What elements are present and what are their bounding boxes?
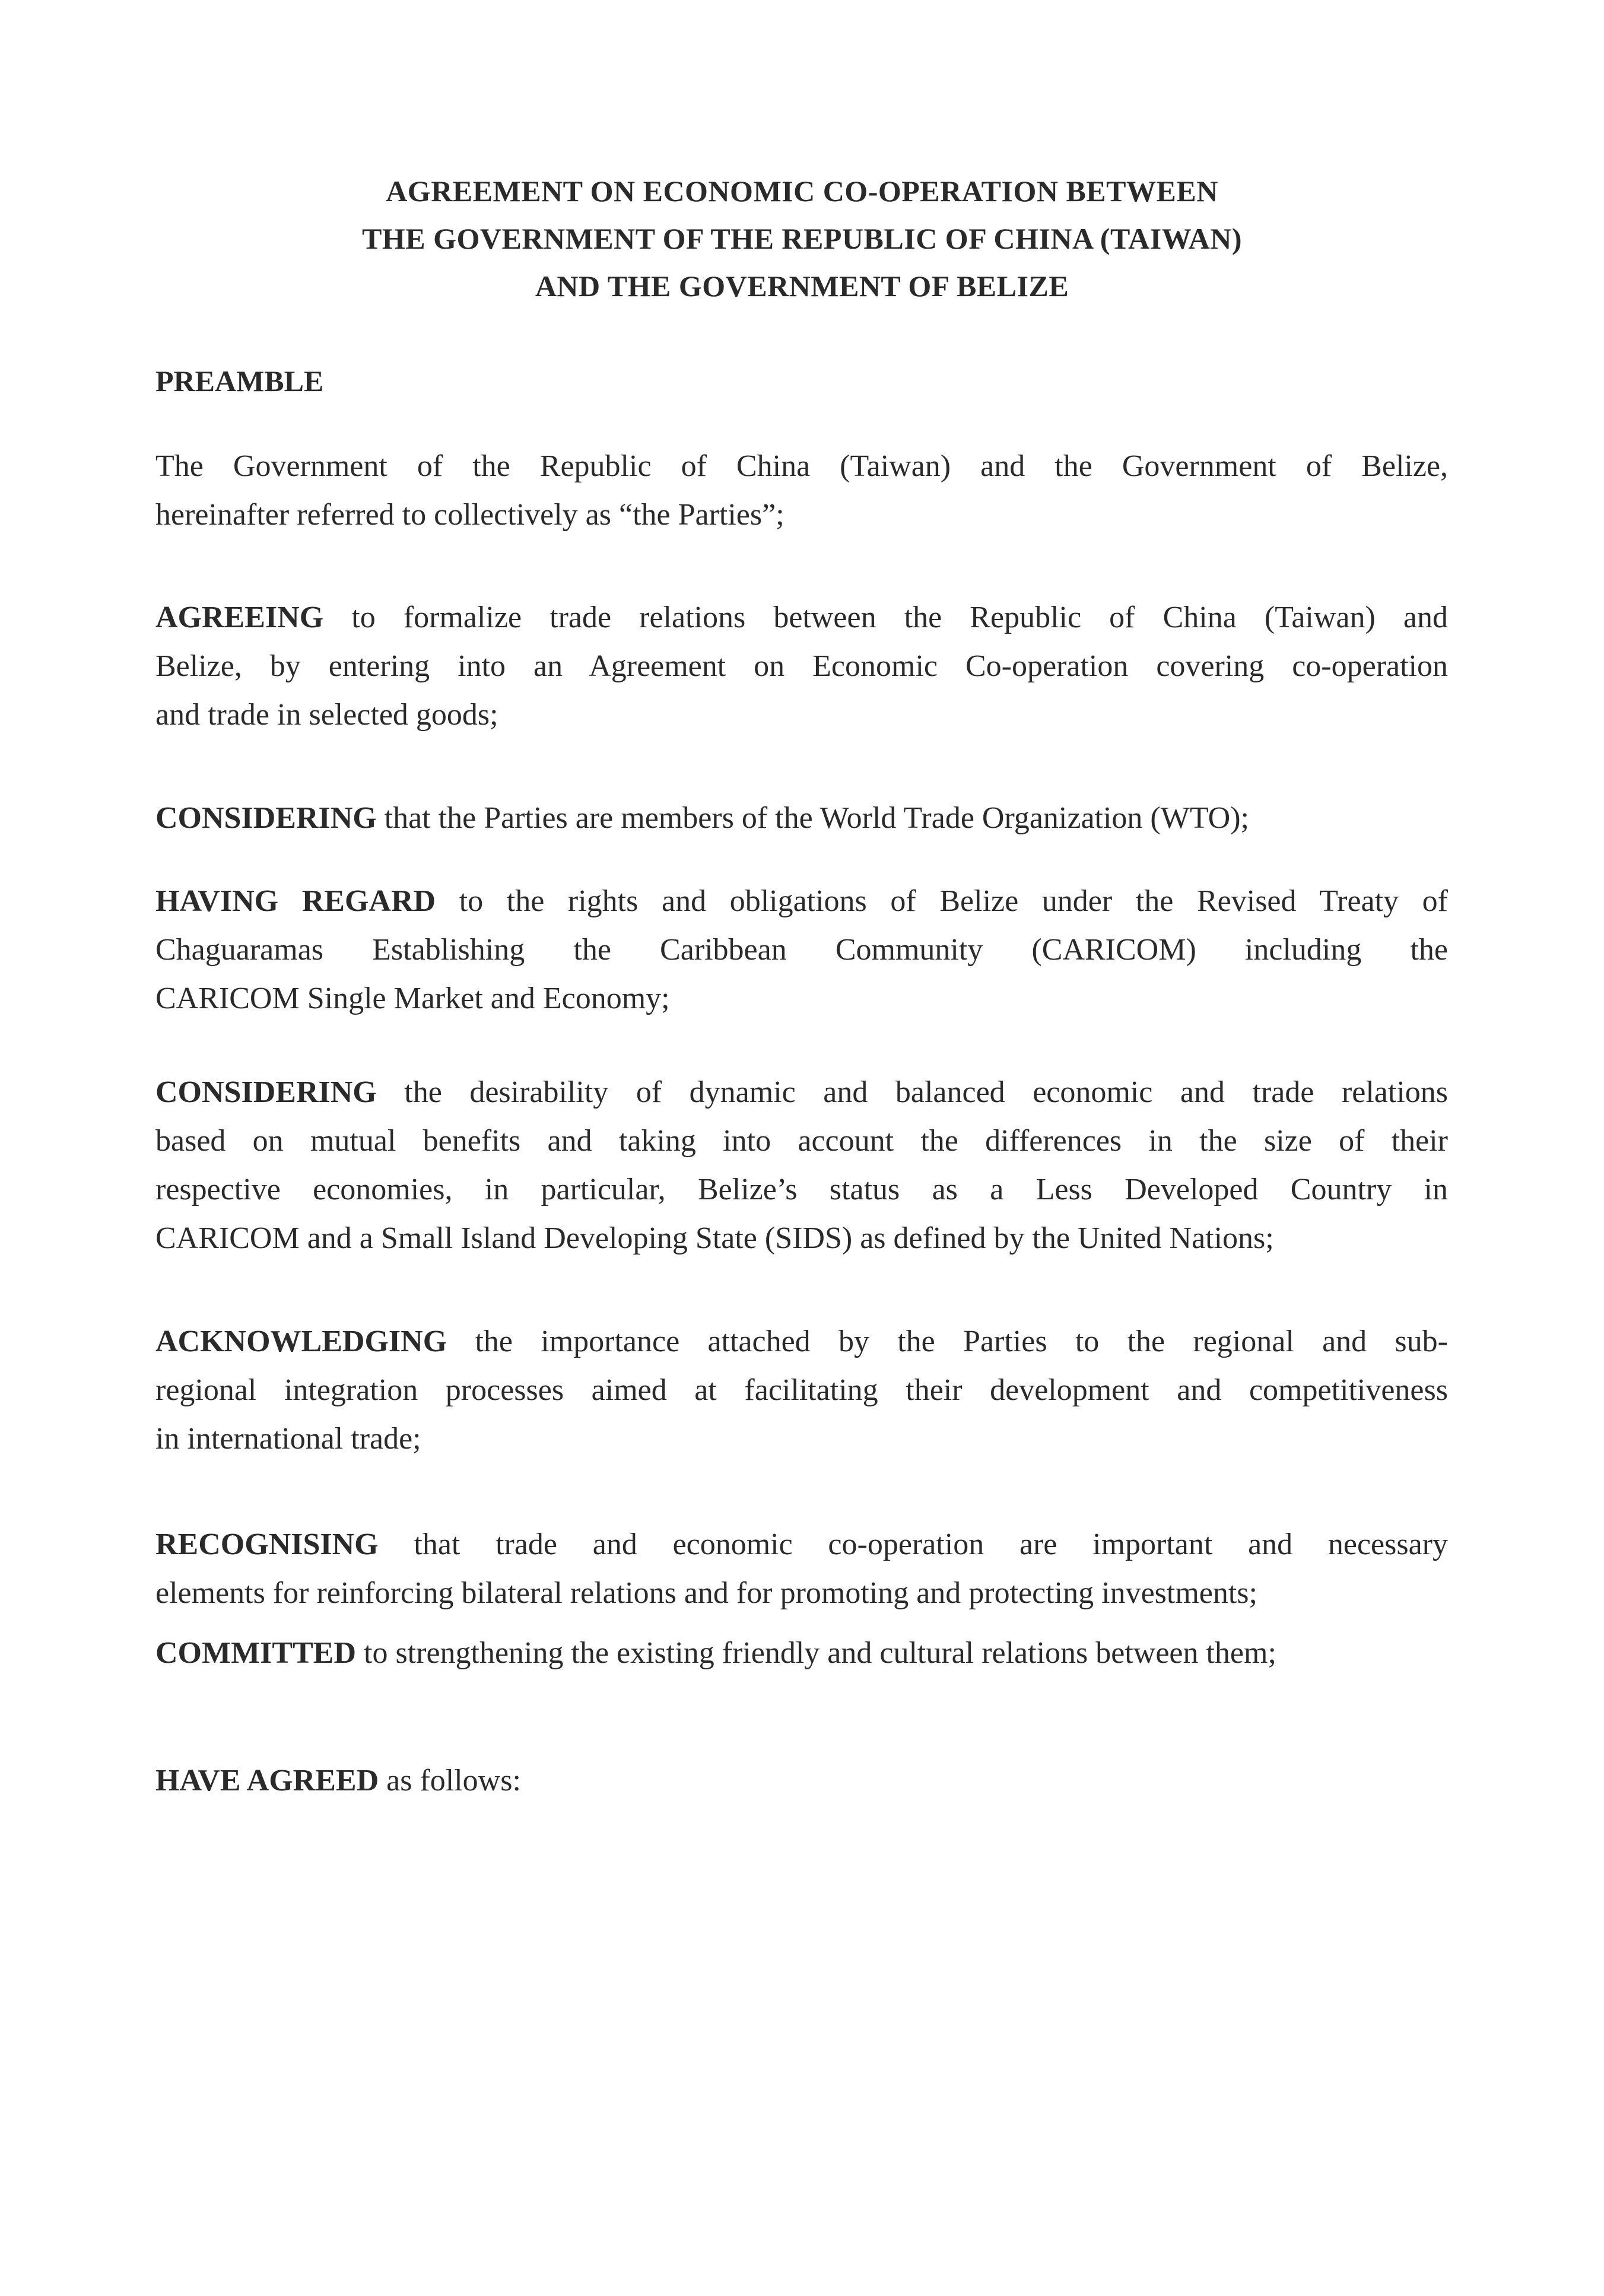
paragraph-line: HAVE AGREED as follows:: [155, 1764, 521, 1798]
paragraph-line: and trade in selected goods;: [155, 698, 498, 732]
paragraph-line: AGREEING to formalize trade relations between the Republic of China (Taiwan) and: [155, 601, 1448, 634]
title-line-1: AGREEMENT ON ECONOMIC CO-OPERATION BETWEEN: [386, 174, 1218, 208]
paragraph-line: elements for reinforcing bilateral relations and for promoting and protecting investments;: [155, 1576, 1257, 1610]
clause-lead: COMMITTED: [155, 1636, 356, 1670]
clause-lead: RECOGNISING: [155, 1528, 379, 1561]
title-line-2: THE GOVERNMENT OF THE REPUBLIC OF CHINA (TAIWAN): [362, 222, 1242, 255]
paragraph-line: regional integration processes aimed at facilitating their development and competitiveness: [155, 1373, 1448, 1407]
paragraph-considering-desirability: [155, 1068, 1448, 1263]
paragraph-committed: [155, 1629, 1448, 1678]
paragraph-line: ACKNOWLEDGING the importance attached by the Parties to the regional and sub-: [155, 1325, 1448, 1358]
paragraph-parties: [155, 442, 1448, 539]
paragraph-line: CONSIDERING the desirability of dynamic and balanced economic and trade relations: [155, 1075, 1448, 1109]
clause-lead: CONSIDERING: [155, 801, 377, 835]
paragraph-line: CONSIDERING that the Parties are members of the World Trade Organization (WTO);: [155, 801, 1249, 835]
paragraph-line: CARICOM and a Small Island Developing State (SIDS) as defined by the United Nations;: [155, 1221, 1274, 1255]
title-line-3: AND THE GOVERNMENT OF BELIZE: [535, 269, 1069, 303]
paragraph-considering-wto: [155, 794, 1448, 843]
paragraph-line: RECOGNISING that trade and economic co-operation are important and necessary: [155, 1528, 1448, 1561]
clause-lead: CONSIDERING: [155, 1075, 377, 1109]
paragraph-line: Belize, by entering into an Agreement on Economic Co-operation covering co-operation: [155, 649, 1448, 683]
paragraph-line: Chaguaramas Establishing the Caribbean Community (CARICOM) including the: [155, 933, 1448, 967]
paragraph-line: respective economies, in particular, Belize’s status as a Less Developed Country in: [155, 1173, 1448, 1206]
clause-lead: HAVING REGARD: [155, 884, 436, 918]
paragraph-line: The Government of the Republic of China (Taiwan) and the Government of Belize,: [155, 449, 1448, 483]
document-title: [0, 167, 1604, 310]
paragraph-line: CARICOM Single Market and Economy;: [155, 982, 670, 1015]
paragraph-recognising: [155, 1520, 1448, 1618]
clause-lead: HAVE AGREED: [155, 1764, 379, 1798]
paragraph-line: in international trade;: [155, 1422, 421, 1456]
paragraph-line: COMMITTED to strengthening the existing friendly and cultural relations between them;: [155, 1636, 1276, 1670]
clause-lead: AGREEING: [155, 601, 324, 634]
paragraph-line: hereinafter referred to collectively as “the Parties”;: [155, 498, 784, 532]
preamble-heading: PREAMBLE: [155, 364, 324, 398]
paragraph-line: HAVING REGARD to the rights and obligations of Belize under the Revised Treaty of: [155, 884, 1448, 918]
paragraph-having-regard: [155, 877, 1448, 1023]
paragraph-acknowledging: [155, 1317, 1448, 1463]
paragraph-have-agreed: [155, 1757, 1448, 1805]
paragraph-agreeing: [155, 593, 1448, 739]
clause-lead: ACKNOWLEDGING: [155, 1325, 447, 1358]
paragraph-line: based on mutual benefits and taking into account the differences in the size of their: [155, 1124, 1448, 1158]
